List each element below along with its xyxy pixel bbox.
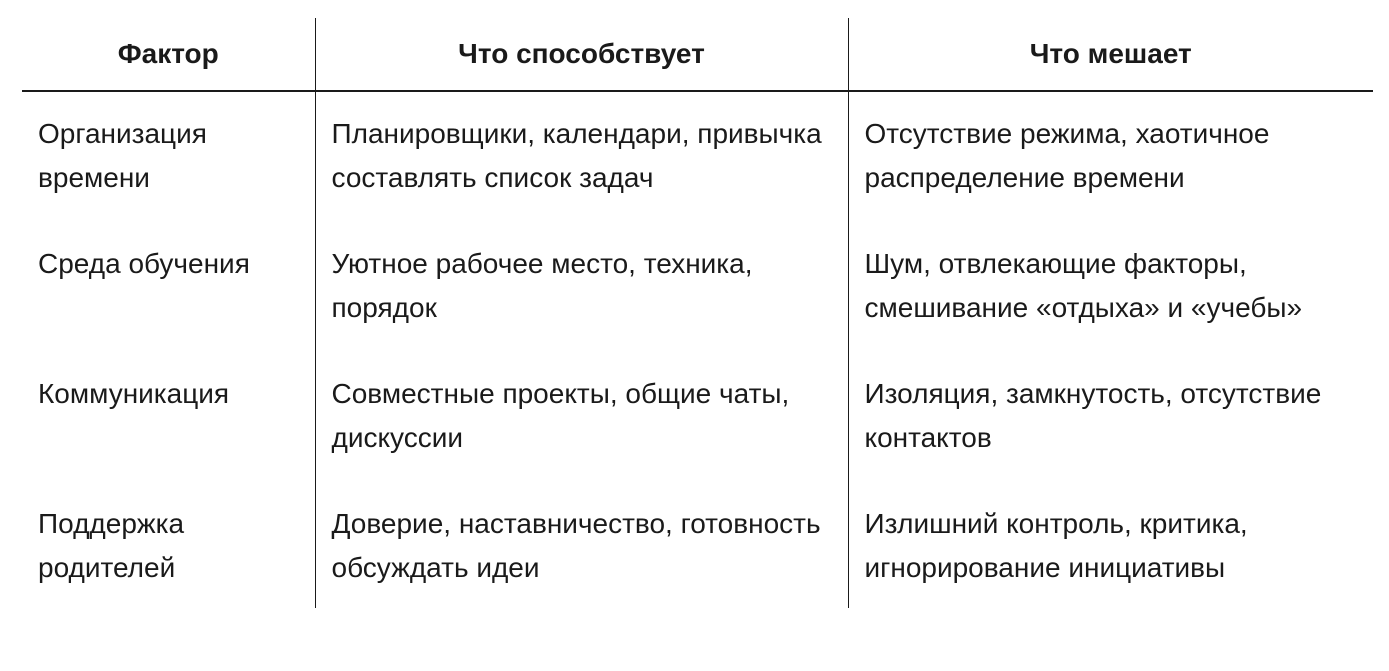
cell-helps: Планировщики, календари, привычка составлять список задач xyxy=(315,91,848,222)
cell-hinders: Отсутствие режима, хаотичное распределение времени xyxy=(848,91,1373,222)
cell-hinders: Шум, отвлекающие факторы, смешивание «отдыха» и «учебы» xyxy=(848,222,1373,352)
table-row xyxy=(22,91,1373,222)
table-row xyxy=(22,222,1373,352)
header-hinders: Что мешает xyxy=(848,18,1373,91)
cell-hinders: Излишний контроль, критика, игнорирование инициативы xyxy=(848,482,1373,608)
cell-factor: Коммуникация xyxy=(38,378,230,409)
factors-table xyxy=(22,18,1373,608)
table-row xyxy=(22,352,1373,482)
cell-factor: Среда обучения xyxy=(38,248,250,279)
header-factor: Фактор xyxy=(22,18,315,91)
header-helps: Что способствует xyxy=(315,18,848,91)
cell-helps: Совместные проекты, общие чаты, дискуссии xyxy=(315,352,848,482)
cell-factor: Организация времени xyxy=(38,118,207,193)
table-row xyxy=(22,482,1373,608)
table-body xyxy=(22,91,1373,608)
cell-factor: Поддержка родителей xyxy=(38,508,185,583)
table-header xyxy=(22,18,1373,91)
cell-helps: Уютное рабочее место, техника, порядок xyxy=(315,222,848,352)
cell-helps: Доверие, наставничество, готовность обсуждать идеи xyxy=(315,482,848,608)
factors-table-container xyxy=(22,18,1373,608)
header-row xyxy=(22,18,1373,91)
cell-hinders: Изоляция, замкнутость, отсутствие контактов xyxy=(848,352,1373,482)
